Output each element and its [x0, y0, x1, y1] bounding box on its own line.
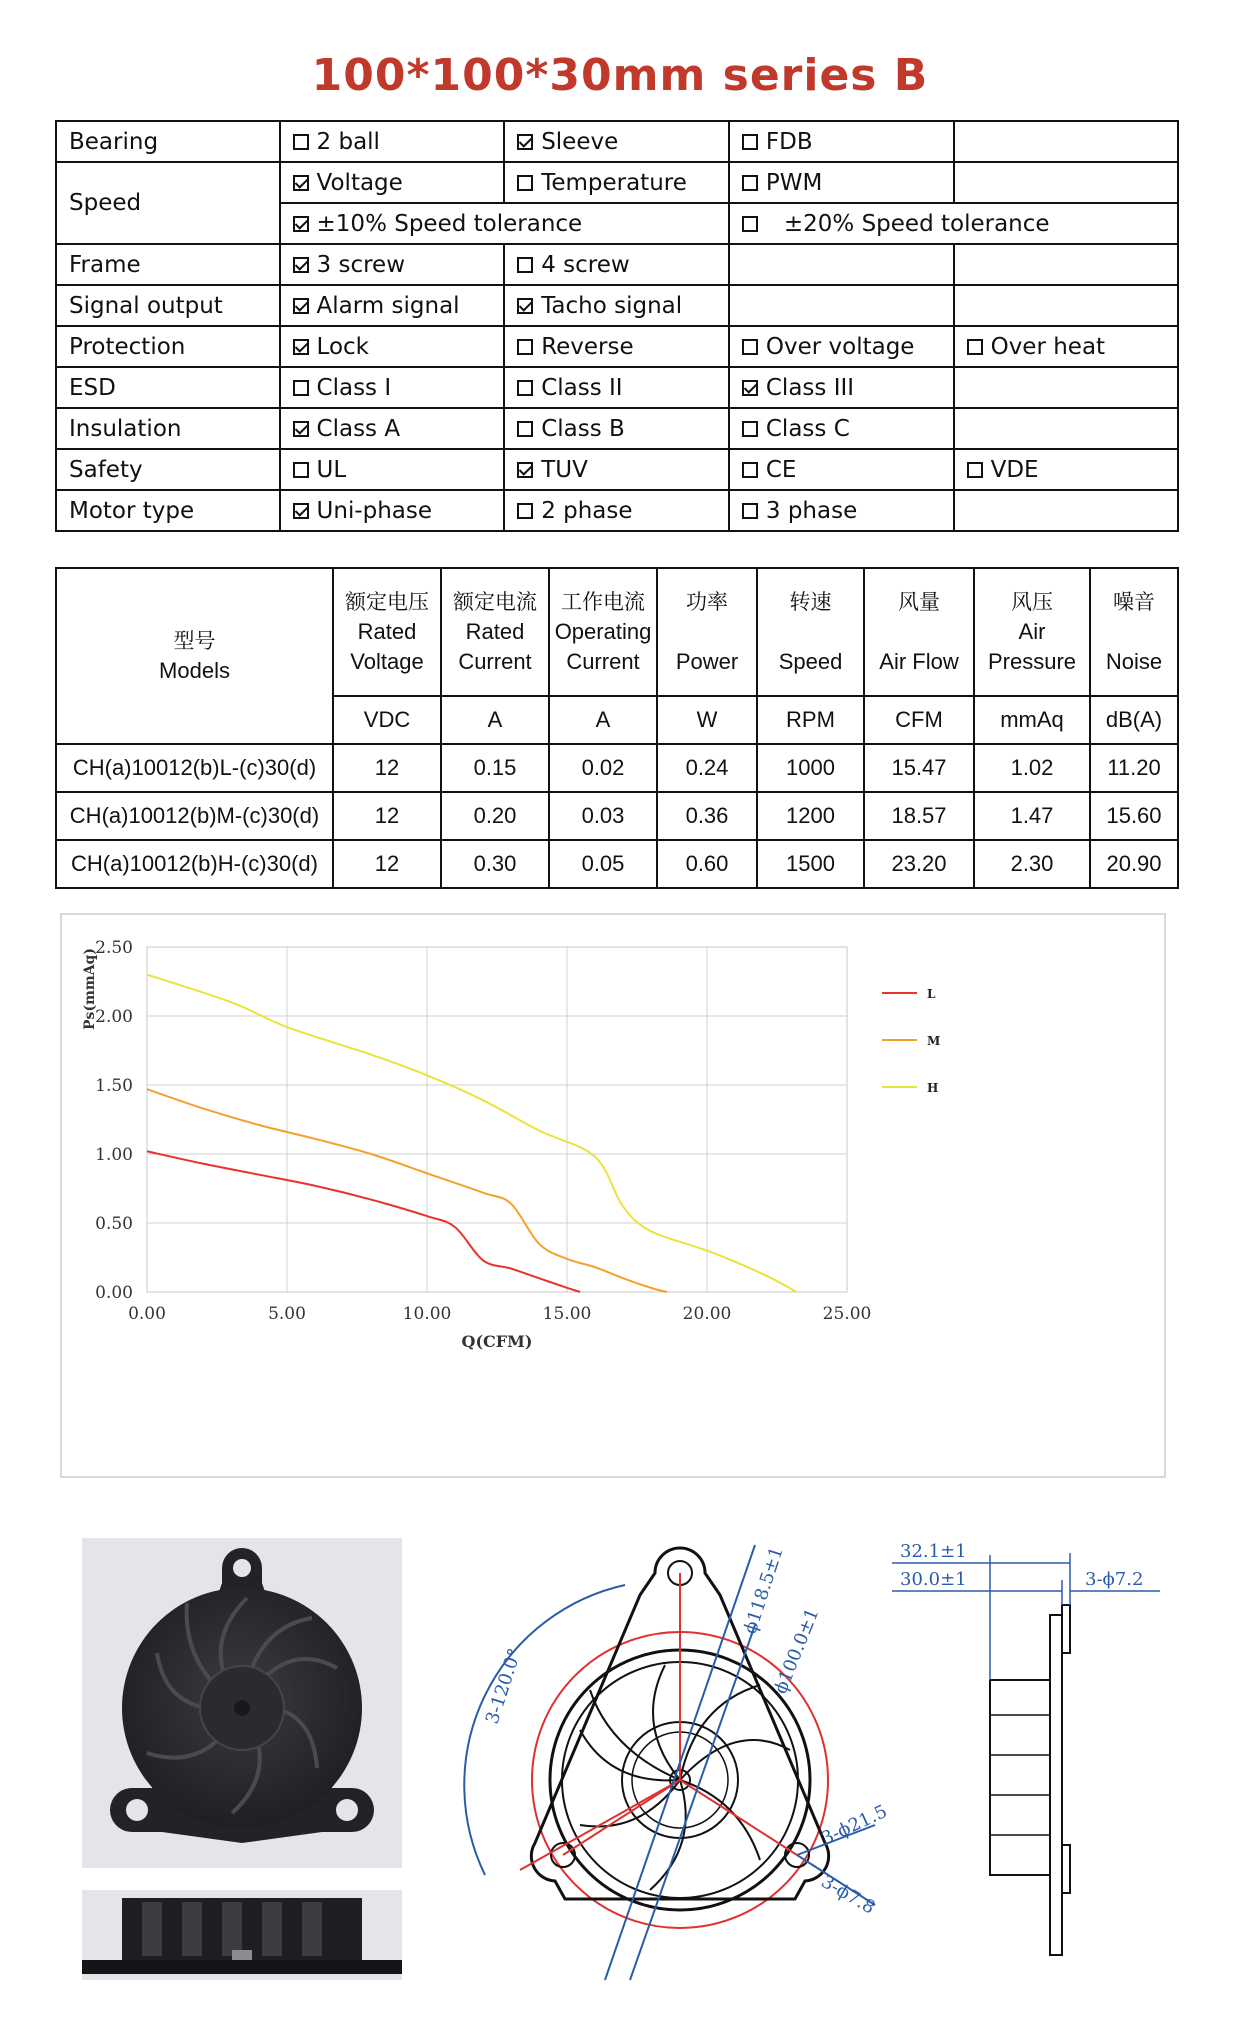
empty-cell — [954, 162, 1178, 203]
opt: 3 screw — [280, 244, 505, 285]
y-tick-label: 0.00 — [95, 1283, 133, 1303]
checkbox-icon — [742, 134, 758, 150]
row-motor — [56, 490, 1178, 531]
checkbox-icon — [293, 421, 309, 437]
value-cell: 0.60 — [657, 840, 757, 888]
value-cell: 12 — [333, 744, 441, 792]
opt: 2 phase — [504, 490, 729, 531]
y-tick-label: 1.00 — [95, 1145, 133, 1165]
value-cell: 1000 — [757, 744, 864, 792]
dim-d7-2: 3-ϕ7.2 — [1085, 1569, 1144, 1590]
opt: 4 screw — [504, 244, 729, 285]
value-cell: 1.47 — [974, 792, 1090, 840]
checkbox-icon — [517, 503, 533, 519]
series-line-L — [147, 1151, 580, 1292]
opt: TUV — [504, 449, 729, 490]
series-line-H — [147, 975, 797, 1292]
model-cell: CH(a)10012(b)L-(c)30(d) — [56, 744, 333, 792]
value-cell: 23.20 — [864, 840, 974, 888]
label-speed: Speed — [56, 162, 280, 244]
dim-w32: 32.1±1 — [900, 1541, 967, 1562]
x-tick-label: 10.00 — [402, 1304, 452, 1324]
opt: Tacho signal — [504, 285, 729, 326]
checkbox-icon — [293, 298, 309, 314]
checkbox-icon — [293, 134, 309, 150]
y-axis-label: Ps(mmAq) — [82, 948, 98, 1030]
value-cell: 1200 — [757, 792, 864, 840]
empty-cell — [954, 285, 1178, 326]
opt: Over voltage — [729, 326, 954, 367]
opt: 3 phase — [729, 490, 954, 531]
pq-curve-chart — [60, 913, 1166, 1478]
header-rated-voltage: 额定电压 Rated Voltage — [333, 568, 441, 696]
opt: ±10% Speed tolerance — [280, 203, 729, 244]
unit-cell: dB(A) — [1090, 696, 1178, 744]
y-tick-label: 0.50 — [95, 1214, 133, 1234]
value-cell: 20.90 — [1090, 840, 1178, 888]
label-protection: Protection — [56, 326, 280, 367]
unit-cell: CFM — [864, 696, 974, 744]
checkbox-icon — [517, 339, 533, 355]
empty-cell — [729, 244, 954, 285]
opt: Reverse — [504, 326, 729, 367]
dim-angle: 3-120.0° — [481, 1645, 526, 1727]
dim-d7-8: 3-ϕ7.8 — [817, 1871, 879, 1919]
value-cell: 0.03 — [549, 792, 657, 840]
value-cell: 0.05 — [549, 840, 657, 888]
header-operating-current: 工作电流 Operating Current — [549, 568, 657, 696]
opt: Over heat — [954, 326, 1178, 367]
opt: Voltage — [280, 162, 505, 203]
opt: Class C — [729, 408, 954, 449]
checkbox-icon — [293, 339, 309, 355]
header-models: 型号 Models — [56, 568, 333, 744]
checkbox-icon — [742, 421, 758, 437]
value-cell: 0.20 — [441, 792, 549, 840]
unit-cell: VDC — [333, 696, 441, 744]
opt: Class A — [280, 408, 505, 449]
opt: Temperature — [504, 162, 729, 203]
x-tick-label: 25.00 — [822, 1304, 872, 1324]
label-esd: ESD — [56, 367, 280, 408]
checkbox-icon — [517, 421, 533, 437]
opt: Alarm signal — [280, 285, 505, 326]
unit-cell: W — [657, 696, 757, 744]
row-esd — [56, 367, 1178, 408]
opt: UL — [280, 449, 505, 490]
empty-cell — [954, 490, 1178, 531]
dim-d21: 3-ϕ21.5 — [818, 1800, 891, 1850]
x-axis-label: Q(CFM) — [461, 1332, 533, 1351]
table-row — [56, 840, 1178, 888]
empty-cell — [954, 121, 1178, 162]
checkbox-icon — [742, 339, 758, 355]
header-speed: 转速 Speed — [757, 568, 864, 696]
row-frame — [56, 244, 1178, 285]
checkbox-icon — [517, 462, 533, 478]
value-cell: 1.02 — [974, 744, 1090, 792]
row-safety — [56, 449, 1178, 490]
x-tick-label: 5.00 — [268, 1304, 306, 1324]
empty-cell — [729, 285, 954, 326]
opt: Sleeve — [504, 121, 729, 162]
unit-cell: A — [441, 696, 549, 744]
table-row — [56, 744, 1178, 792]
header-air-flow: 风量 Air Flow — [864, 568, 974, 696]
checkbox-icon — [293, 503, 309, 519]
checkbox-icon — [517, 380, 533, 396]
legend-label-M: M — [927, 1034, 941, 1048]
empty-cell — [954, 408, 1178, 449]
checkbox-icon — [517, 257, 533, 273]
checkbox-icon — [293, 257, 309, 273]
checkbox-icon — [742, 462, 758, 478]
value-cell: 2.30 — [974, 840, 1090, 888]
y-tick-label: 2.00 — [95, 1007, 133, 1027]
dim-w30: 30.0±1 — [900, 1569, 967, 1590]
page-title: 100*100*30mm series B — [311, 50, 929, 101]
value-cell: 1500 — [757, 840, 864, 888]
value-cell: 15.60 — [1090, 792, 1178, 840]
row-insulation — [56, 408, 1178, 449]
value-cell: 11.20 — [1090, 744, 1178, 792]
label-signal: Signal output — [56, 285, 280, 326]
checkbox-icon — [293, 216, 309, 232]
legend-label-L: L — [927, 987, 936, 1001]
checkbox-icon — [742, 175, 758, 191]
opt: Class I — [280, 367, 505, 408]
dim-d118: ϕ118.5±1 — [739, 1544, 788, 1637]
header-power: 功率 Power — [657, 568, 757, 696]
empty-cell — [954, 367, 1178, 408]
x-tick-label: 20.00 — [682, 1304, 732, 1324]
side-view-drawing — [890, 1525, 1190, 1985]
opt: Lock — [280, 326, 505, 367]
opt: Uni-phase — [280, 490, 505, 531]
checkbox-icon — [293, 175, 309, 191]
chart-svg — [62, 915, 1164, 1476]
opt: FDB — [729, 121, 954, 162]
dim-d100: ϕ100.0±1 — [770, 1605, 824, 1697]
table-row — [56, 792, 1178, 840]
series-line-M — [147, 1089, 667, 1292]
value-cell: 12 — [333, 792, 441, 840]
opt: 2 ball — [280, 121, 505, 162]
label-safety: Safety — [56, 449, 280, 490]
value-cell: 12 — [333, 840, 441, 888]
checkbox-icon — [742, 503, 758, 519]
row-signal — [56, 285, 1178, 326]
checkbox-icon — [517, 298, 533, 314]
checkbox-icon — [517, 175, 533, 191]
label-motor: Motor type — [56, 490, 280, 531]
unit-cell: A — [549, 696, 657, 744]
opt: VDE — [954, 449, 1178, 490]
front-view-drawing — [455, 1525, 965, 1985]
checkbox-icon — [742, 380, 758, 396]
value-cell: 0.24 — [657, 744, 757, 792]
value-cell: 0.15 — [441, 744, 549, 792]
row-speed — [56, 162, 1178, 203]
opt: PWM — [729, 162, 954, 203]
x-tick-label: 0.00 — [128, 1304, 166, 1324]
opt: Class B — [504, 408, 729, 449]
row-bearing — [56, 121, 1178, 162]
opt: ±20% Speed tolerance — [729, 203, 1178, 244]
fan-photo-top — [82, 1538, 402, 1868]
opt: Class III — [729, 367, 954, 408]
value-cell: 0.02 — [549, 744, 657, 792]
header-air-pressure: 风压 Air Pressure — [974, 568, 1090, 696]
legend-label-H: H — [927, 1081, 939, 1095]
header-noise: 噪音 Noise — [1090, 568, 1178, 696]
value-cell: 0.30 — [441, 840, 549, 888]
label-bearing: Bearing — [56, 121, 280, 162]
label-insulation: Insulation — [56, 408, 280, 449]
opt: Class II — [504, 367, 729, 408]
checkbox-icon — [293, 380, 309, 396]
plot-frame — [147, 947, 847, 1292]
opt: CE — [729, 449, 954, 490]
unit-cell: RPM — [757, 696, 864, 744]
fan-photo-side — [82, 1890, 402, 1980]
empty-cell — [954, 244, 1178, 285]
checkbox-icon — [293, 462, 309, 478]
performance-table — [55, 567, 1179, 889]
value-cell: 15.47 — [864, 744, 974, 792]
unit-cell: mmAq — [974, 696, 1090, 744]
y-tick-label: 2.50 — [95, 938, 133, 958]
value-cell: 18.57 — [864, 792, 974, 840]
header-rated-current: 额定电流 Rated Current — [441, 568, 549, 696]
row-protection — [56, 326, 1178, 367]
spec-table — [55, 120, 1179, 532]
checkbox-icon — [967, 339, 983, 355]
checkbox-icon — [517, 134, 533, 150]
model-cell: CH(a)10012(b)M-(c)30(d) — [56, 792, 333, 840]
model-cell: CH(a)10012(b)H-(c)30(d) — [56, 840, 333, 888]
y-tick-label: 1.50 — [95, 1076, 133, 1096]
checkbox-icon — [742, 216, 758, 232]
header-row — [56, 568, 1178, 696]
value-cell: 0.36 — [657, 792, 757, 840]
checkbox-icon — [967, 462, 983, 478]
x-tick-label: 15.00 — [542, 1304, 592, 1324]
label-frame: Frame — [56, 244, 280, 285]
